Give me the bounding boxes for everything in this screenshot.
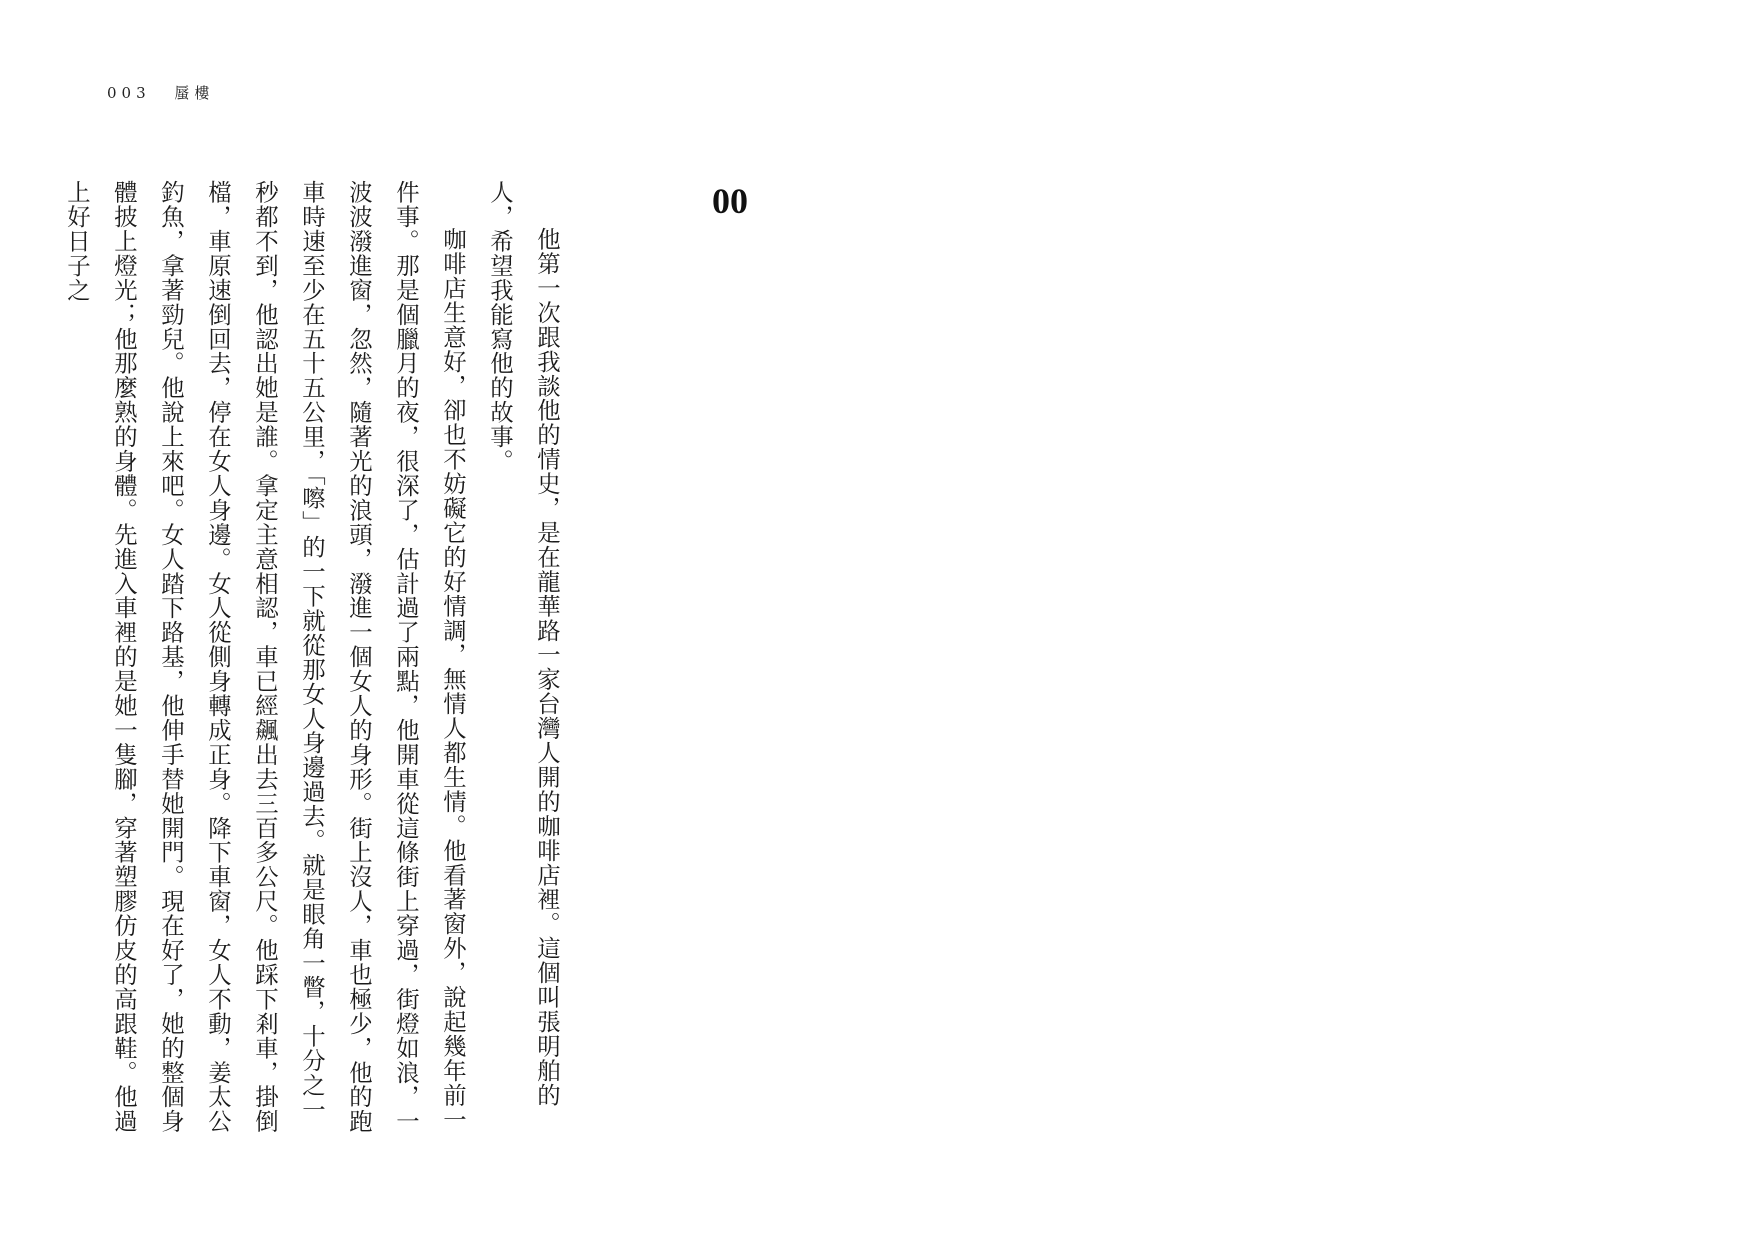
chapter-number: 00 [712,181,748,221]
section-title: 蜃樓 [174,84,215,102]
body-text [63,180,570,1140]
page-number: 003 [107,84,151,102]
running-header [107,82,214,103]
paragraph-1: 他第一次跟我談他的情史，是在龍華路一家台灣人開的咖啡店裡。這個叫張明舶的人，希望我能寫他的故事。 [486,180,561,1107]
paragraph-2: 咖啡店生意好，卻也不妨礙它的好情調，無情人都生情。他看著窗外，說起幾年前一件事。那是個臘月的夜，很深了，估計過了兩點，他開車從這條街上穿過，街燈如浪，一波波潑進窗，忽然，隨著光的浪頭，潑進一個女人的身形。街上沒人，車也極少，他的跑車時速至少在五十五公里，「嚓」的一下就從那女人身邊過去。就是眼角一瞥，十分之一秒都不到，他認出她是誰。拿定主意相認，車已經飆出去三百多公尺。他踩下剎車，掛倒檔，車原速倒回去，停在女人身邊。女人從側身轉成正身。降下車窗，女人不動，姜太公釣魚，拿著勁兒。他說上來吧。女人踏下路基，他伸手替她開門。現在好了，她的整個身體披上燈光；他那麼熟的身體。先進入車裡的是她一隻腳，穿著塑膠仿皮的高跟鞋。他過上好日子之 [63,180,467,1134]
